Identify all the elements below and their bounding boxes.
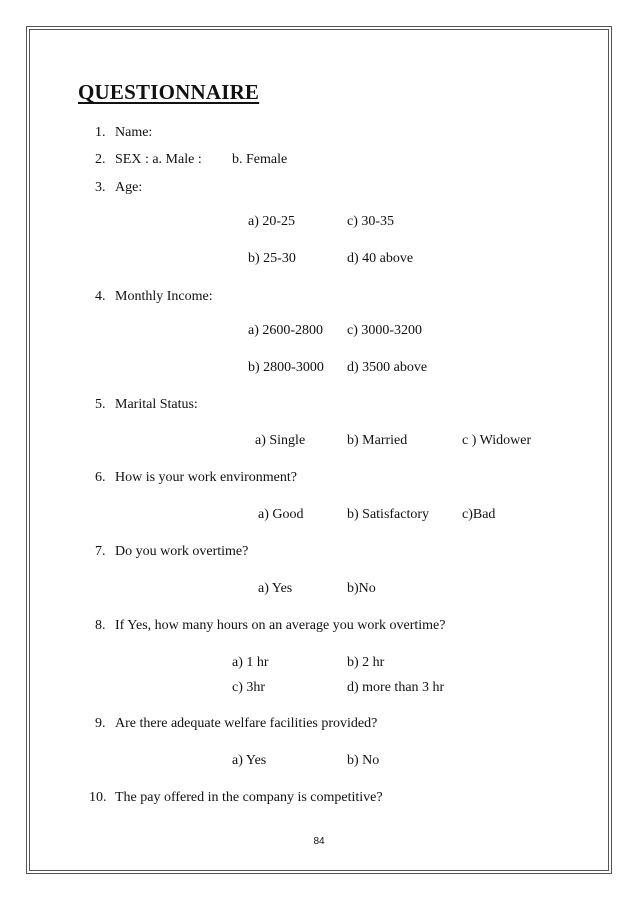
question-text: Do you work overtime? — [115, 544, 249, 559]
question-number: 10. — [89, 790, 107, 805]
question-number: 1. — [95, 125, 106, 140]
answer-option: c) 3000-3200 — [347, 323, 423, 338]
answer-option: c) 30-35 — [347, 214, 395, 229]
answer-option: d) 40 above — [347, 251, 414, 266]
answer-option: c) 3hr — [232, 680, 266, 695]
question-text: Name: — [115, 125, 153, 140]
question-number: 9. — [95, 716, 106, 731]
question-text: How is your work environment? — [115, 470, 297, 485]
answer-option: a) Yes — [258, 581, 293, 596]
question-number: 2. — [95, 152, 106, 167]
answer-option: b) No — [347, 753, 380, 768]
question-text: SEX : a. Male : — [115, 152, 202, 167]
answer-option: a) 20-25 — [248, 214, 296, 229]
answer-option: b) 25-30 — [248, 251, 296, 266]
answer-option: a) Yes — [232, 753, 267, 768]
answer-option: b)No — [347, 581, 376, 596]
answer-option: d) 3500 above — [347, 360, 428, 375]
answer-option: b. Female — [232, 152, 288, 167]
question-number: 7. — [95, 544, 106, 559]
answer-option: b) Satisfactory — [347, 507, 430, 522]
answer-option: a) 2600-2800 — [248, 323, 324, 338]
question-text: Are there adequate welfare facilities provided? — [115, 716, 378, 731]
question-number: 5. — [95, 397, 106, 412]
answer-option: c)Bad — [462, 507, 496, 522]
answer-option: a) Good — [258, 507, 304, 522]
answer-option: a) 1 hr — [232, 655, 269, 670]
question-number: 3. — [95, 180, 106, 195]
question-text: The pay offered in the company is competitive? — [115, 790, 383, 805]
answer-option: a) Single — [255, 433, 306, 448]
question-text: If Yes, how many hours on an average you work overtime? — [115, 618, 446, 633]
question-number: 8. — [95, 618, 106, 633]
question-text: Age: — [115, 180, 143, 195]
answer-option: d) more than 3 hr — [347, 680, 445, 695]
answer-option: c ) Widower — [462, 433, 532, 448]
question-number: 6. — [95, 470, 106, 485]
page-number: 84 — [313, 836, 325, 847]
answer-option: b) Married — [347, 433, 408, 448]
answer-option: b) 2 hr — [347, 655, 385, 670]
page-title: QUESTIONNAIRE — [78, 80, 260, 104]
question-text: Marital Status: — [115, 397, 198, 412]
question-text: Monthly Income: — [115, 289, 213, 304]
answer-option: b) 2800-3000 — [248, 360, 324, 375]
question-number: 4. — [95, 289, 106, 304]
